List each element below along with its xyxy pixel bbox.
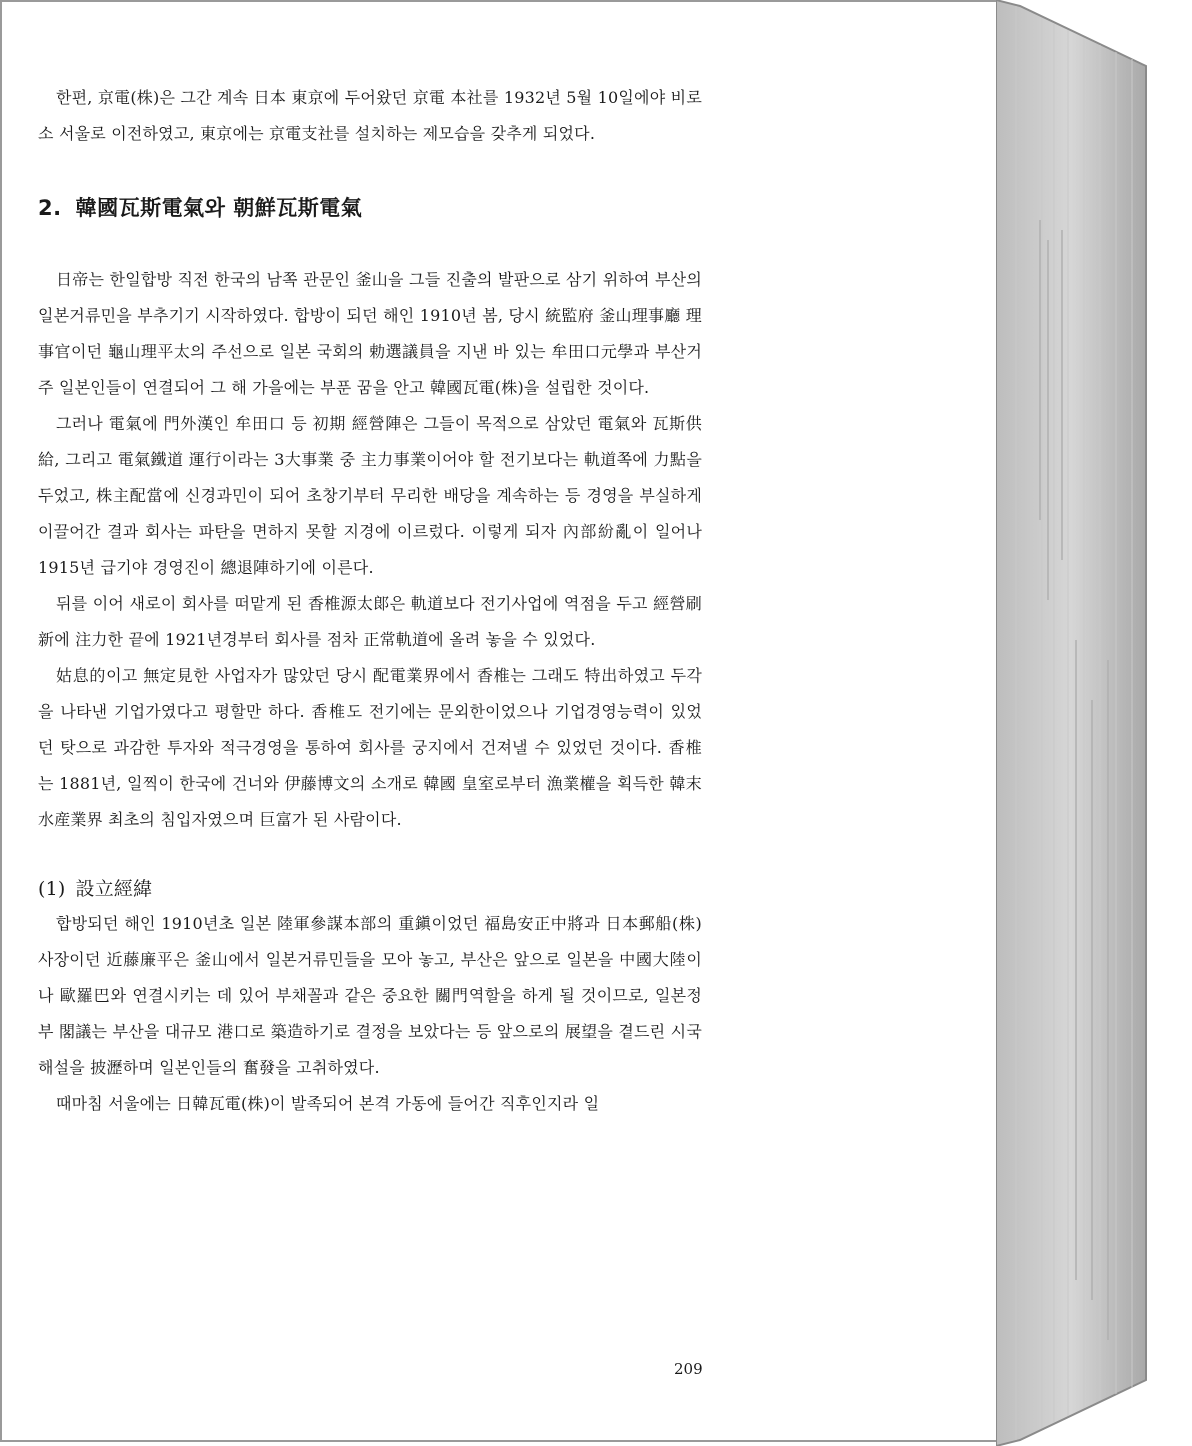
paragraph: 합방되던 해인 1910년초 일본 陸軍參謀本部의 重鎭이었던 福島安正中將과 日本郵船(株)사장이던 近藤廉平은 釜山에서 일본거류민들을 모아 놓고, 부산은 앞으로 일본을 中國大陸이나 歐羅巴와 연결시키는 데 있어 부채꼴과 같은 중요한 關門역할을 하게 될 것이므로, 일본정부 閣議는 부산을 대규모 港口로 築造하기로 결정을 보았다는 등 앞으로의 展望을 곁드린 시국해설을 披瀝하며 일본인들의 奮發을 고취하였다. — [38, 914, 702, 1077]
paragraph: 그러나 電氣에 門外漢인 牟田口 등 初期 經營陣은 그들이 목적으로 삼았던 電氣와 瓦斯供給, 그리고 電氣鐵道 運行이라는 3大事業 중 主力事業이어야 할 전기보다는 軌道쪽에 力點을 두었고, 株主配當에 신경과민이 되어 초창기부터 무리한 배당을 계속하는 등 경영을 부실하게 이끌어간 결과 회사는 파탄을 면하지 못할 지경에 이르렀다. 이렇게 되자 內部紛亂이 일어나 1915년 급기야 경영진이 總退陣하기에 이른다. — [38, 414, 702, 577]
subsection-number: (1) — [38, 878, 66, 900]
paragraph: 뒤를 이어 새로이 회사를 떠맡게 된 香椎源太郞은 軌道보다 전기사업에 역점을 두고 經營刷新에 注力한 끝에 1921년경부터 회사를 점차 正常軌道에 올려 놓을 수 있었다. — [38, 594, 702, 649]
paragraph: 姑息的이고 無定見한 사업자가 많았던 당시 配電業界에서 香椎는 그래도 特出하였고 두각을 나타낸 기업가였다고 평할만 하다. 香椎도 전기에는 문외한이었으나 기업경영능력이 있었던 탓으로 과감한 투자와 적극경영을 통하여 회사를 궁지에서 건져낼 수 있었던 것이다. 香椎는 1881년, 일찍이 한국에 건너와 伊藤博文의 소개로 韓國 皇室로부터 漁業權을 획득한 韓末水産業界 최초의 침입자였으며 巨富가 된 사람이다. — [38, 666, 702, 829]
subsection-title: 設立經緯 — [75, 878, 153, 900]
section-title: 韓國瓦斯電氣와 朝鮮瓦斯電氣 — [75, 196, 363, 220]
book-page-edges — [996, 0, 1192, 1446]
paragraph-intro: 한편, 京電(株)은 그간 계속 日本 東京에 두어왔던 京電 本社를 1932년 5월 10일에야 비로소 서울로 이전하였고, 東京에는 京電支社를 설치하는 제모습을 갖추게 되었다. — [38, 88, 702, 143]
section-heading — [38, 190, 702, 226]
page-number: 209 — [674, 1360, 703, 1378]
paragraph: 때마침 서울에는 日韓瓦電(株)이 발족되어 본격 가동에 들어간 직후인지라 일 — [56, 1094, 600, 1113]
subsection-heading — [38, 872, 702, 906]
section-number: 2. — [38, 196, 62, 220]
paragraph: 日帝는 한일합방 직전 한국의 남쪽 관문인 釜山을 그들 진출의 발판으로 삼기 위하여 부산의 일본거류민을 부추기기 시작하였다. 합방이 되던 해인 1910년 봄, 당시 統監府 釜山理事廳 理事官이던 龜山理平太의 주선으로 일본 국회의 勅選議員을 지낸 바 있는 牟田口元學과 부산거주 일본인들이 연결되어 그 해 가을에는 부푼 꿈을 안고 韓國瓦電(株)을 설립한 것이다. — [38, 270, 702, 397]
page-body-text — [38, 80, 702, 1122]
